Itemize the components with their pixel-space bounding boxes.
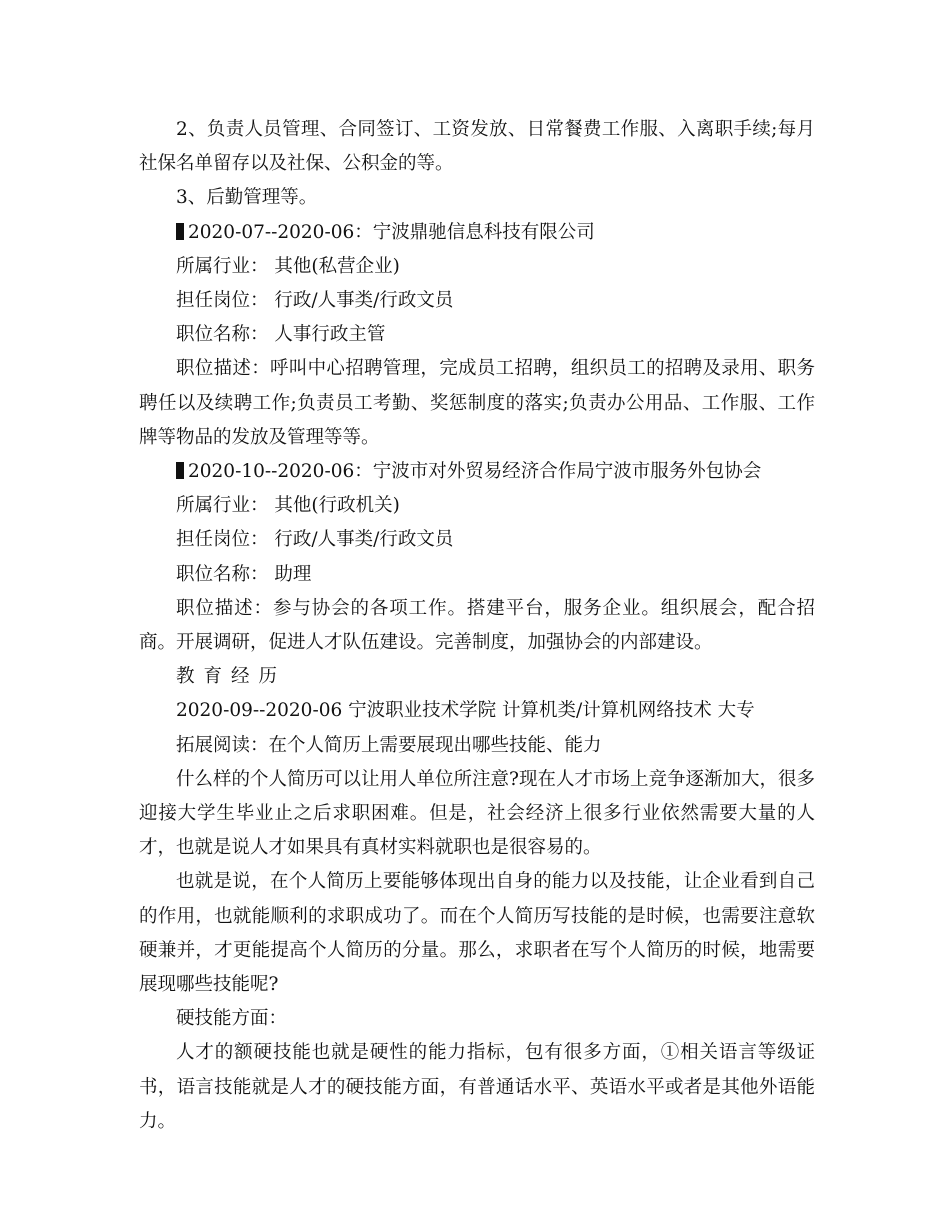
hard-skills-heading: 硬技能方面： [176,1008,288,1030]
job-2-industry: 所属行业： 其他(行政机关) [176,495,400,517]
job-2-description: 职位描述：参与协会的各项工作。搭建平台，服务企业。组织展会，配合招商。开展调研，促进人才队伍建设。完善制度，加强协会的内部建设。 [139,597,815,654]
education-entry: 2020-09--2020-06 宁波职业技术学院 计算机类/计算机网络技术 大专 [176,700,755,722]
job-entry-1-period-company: 2020-07--2020-06：宁波鼎驰信息科技有限公司 [188,221,595,243]
job-entry-2-period-company: 2020-10--2020-06：宁波市对外贸易经济合作局宁波市服务外包协会 [188,461,762,483]
extended-reading-title: 拓展阅读：在个人简历上需要展现出哪些技能、能力 [176,734,602,756]
job-entry-header-2 [139,455,815,489]
paragraph-skills: 也就是说，在个人简历上要能够体现出自身的能力以及技能，让企业看到自己的作用，也就能顺利的求职成功了。而在个人简历写技能的是时候，也需要注意软硬兼并，才更能提高个人简历的分量。那么，求职者在写个人简历的时候，地需要展现哪些技能呢? [139,871,815,996]
job-2-post: 担任岗位： 行政/人事类/行政文员 [176,529,454,551]
bullet-marker-icon [176,223,184,240]
paragraph-intro: 什么样的个人简历可以让用人单位所注意?现在人才市场上竞争逐渐加大，很多迎接大学生毕业止之后求职困难。但是，社会经济上很多行业依然需要大量的人才，也就是说人才如果具有真材实料就职也是很容易的。 [139,768,815,859]
job-2-title: 职位名称： 助理 [176,563,312,585]
job-1-post: 担任岗位： 行政/人事类/行政文员 [176,290,454,312]
job-1-title: 职位名称： 人事行政主管 [176,324,386,346]
paragraph-duties-3: 3、后勤管理等。 [176,187,318,209]
paragraph-duties-2: 2、负责人员管理、合同签订、工资发放、日常餐费工作服、入离职手续;每月社保名单留存以及社保、公积金的等。 [139,119,815,175]
bullet-marker-icon [176,462,184,479]
section-heading-education: 教育经历 [176,666,287,688]
job-1-description: 职位描述：呼叫中心招聘管理，完成员工招聘，组织员工的招聘及录用、职务聘任以及续聘工作;负责员工考勤、奖惩制度的落实;负责办公用品、工作服、工作牌等物品的发放及管理等等。 [139,358,815,448]
document-body [139,113,815,1139]
paragraph-hard-skills: 人才的额硬技能也就是硬性的能力指标，包有很多方面，①相关语言等级证书，语言技能就是人才的硬技能方面，有普通话水平、英语水平或者是其他外语能力。 [139,1042,815,1132]
job-1-industry: 所属行业： 其他(私营企业) [176,255,400,277]
job-entry-header-1 [139,216,815,250]
